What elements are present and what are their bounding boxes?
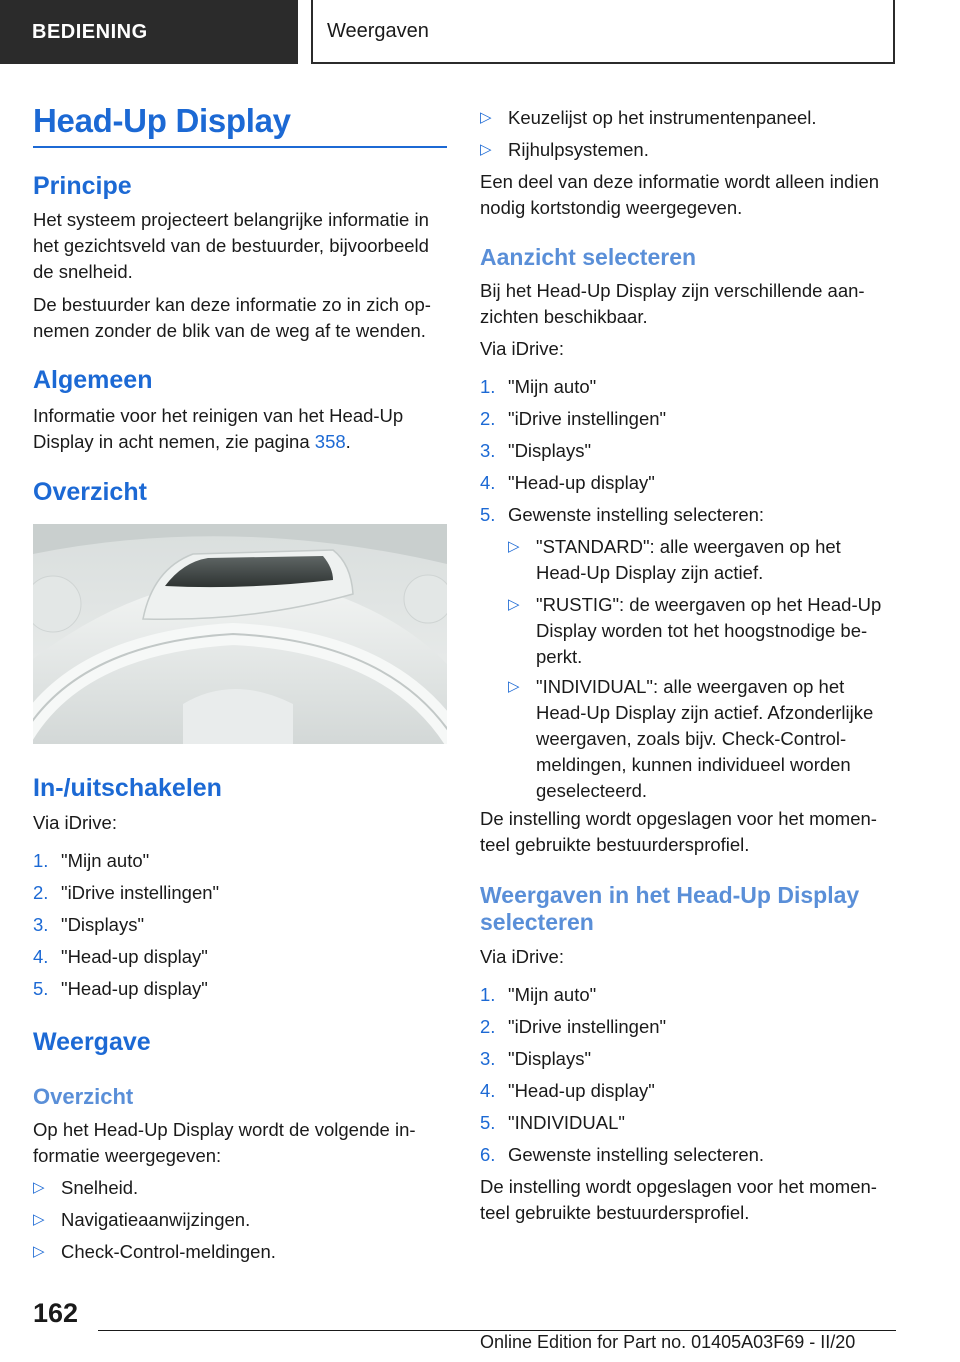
heading-overzicht: Overzicht [33, 478, 147, 506]
text-line: Head-Up Display zijn actief. Afzonderlijke [536, 702, 874, 723]
text-line: zichten beschikbaar. [480, 306, 648, 327]
text-line: "STANDARD": alle weergaven op het [536, 536, 841, 557]
text-line: Het systeem projecteert belangrijke informatie in [33, 209, 429, 230]
step-text: "Head-up display" [61, 978, 208, 999]
head-up-display-illustration [33, 524, 447, 744]
text-line: geselecteerd. [536, 780, 648, 801]
footer-edition-text: Online Edition for Part no. 01405A03F69 - II/20 [480, 1332, 856, 1352]
step-number: 2. [33, 882, 49, 903]
step-text: "INDIVIDUAL" [508, 1112, 625, 1133]
weergaven-hud-saved-note [480, 1174, 877, 1226]
heading-in-uitschakelen: In-/uitschakelen [33, 774, 222, 802]
option-text [536, 534, 896, 586]
text-line [33, 429, 403, 455]
step-text: "Mijn auto" [508, 376, 597, 397]
bullet-text: Check-Control-meldingen. [61, 1241, 276, 1262]
heading-principe: Principe [33, 172, 132, 200]
bullet-text: Snelheid. [61, 1177, 139, 1198]
text-line: het gezichtsveld van de bestuurder, bijvoorbeeld [33, 235, 429, 256]
step-number: 3. [480, 1048, 496, 1069]
heading-algemeen: Algemeen [33, 366, 153, 394]
page-reference-link[interactable]: 358 [314, 431, 346, 452]
step-number: 1. [33, 850, 49, 871]
step-number: 5. [480, 504, 496, 525]
weergave-intro [33, 1117, 416, 1169]
weergave-note [480, 169, 879, 221]
step-text: "Displays" [61, 914, 145, 935]
footer-rule [98, 1330, 896, 1331]
option-text [536, 674, 896, 804]
text-line: "RUSTIG": de weergaven op het Head-Up [536, 594, 882, 615]
bullet-triangle-icon: ▷ [33, 1211, 45, 1228]
text-line: De bestuurder kan deze informatie zo in zich op- [33, 294, 431, 315]
step-number: 4. [480, 1080, 496, 1101]
title-rule [33, 146, 447, 148]
text-span: Display in acht nemen, zie pagina [33, 431, 315, 452]
step-number: 6. [480, 1144, 496, 1165]
bullet-triangle-icon: ▷ [480, 141, 492, 158]
text-line: formatie weergegeven: [33, 1145, 222, 1166]
text-line: Display worden tot het hoogstnodige be- [536, 620, 868, 641]
text-line: meldingen, kunnen individueel worden [536, 754, 851, 775]
text-line: teel gebruikte bestuurdersprofiel. [480, 1202, 750, 1223]
bullet-text: Rijhulpsystemen. [508, 139, 649, 160]
bullet-triangle-icon: ▷ [508, 678, 520, 695]
step-text: Gewenste instelling selecteren. [508, 1144, 765, 1165]
step-text: "Displays" [508, 1048, 592, 1069]
text-line: Head-Up Display zijn actief. [536, 562, 764, 583]
step-text: "iDrive instellingen" [508, 408, 667, 429]
heading-line: Weergaven in het Head-Up Display [480, 882, 860, 908]
bullet-triangle-icon: ▷ [480, 109, 492, 126]
page-number: 162 [33, 1298, 79, 1328]
weergaven-hud-via: Via iDrive: [480, 946, 564, 967]
step-number: 3. [33, 914, 49, 935]
section-tab: BEDIENING [0, 0, 298, 64]
bullet-text: Keuzelijst op het instrumentenpaneel. [508, 107, 817, 128]
step-text: "Mijn auto" [508, 984, 597, 1005]
text-line: nemen zonder de blik van de weg af te wenden. [33, 320, 426, 341]
chapter-tab: Weergaven [311, 0, 895, 64]
text-line: nodig kortstondig weergegeven. [480, 197, 743, 218]
text-line: Bij het Head-Up Display zijn verschillende aan- [480, 280, 865, 301]
text-line: teel gebruikte bestuurdersprofiel. [480, 834, 750, 855]
step-text: "Head-up display" [61, 946, 208, 967]
step-text: "iDrive instellingen" [508, 1016, 667, 1037]
bullet-triangle-icon: ▷ [508, 596, 520, 613]
step-text: "Head-up display" [508, 472, 655, 493]
step-number: 2. [480, 408, 496, 429]
subheading-weergaven-hud-selecteren [480, 882, 859, 936]
bullet-triangle-icon: ▷ [33, 1179, 45, 1196]
step-text: "Displays" [508, 440, 592, 461]
algemeen-paragraph [33, 403, 403, 455]
bullet-text: Navigatieaanwijzingen. [61, 1209, 251, 1230]
step-text: Gewenste instelling selecteren: [508, 504, 765, 525]
subheading-overzicht: Overzicht [33, 1084, 134, 1109]
heading-line: selecteren [480, 909, 594, 935]
step-text: "iDrive instellingen" [61, 882, 220, 903]
page-title: Head-Up Display [33, 102, 291, 139]
text-line: Een deel van deze informatie wordt alleen indien [480, 171, 880, 192]
text-span: . [345, 431, 351, 452]
step-number: 5. [480, 1112, 496, 1133]
text-line: Informatie voor het reinigen van het Head-Up [33, 405, 404, 426]
principe-paragraph-2 [33, 292, 431, 344]
text-line: perkt. [536, 646, 583, 667]
step-number: 4. [33, 946, 49, 967]
hud-drawing [33, 524, 447, 744]
aanzicht-saved-note [480, 806, 877, 858]
aanzicht-intro [480, 278, 865, 330]
step-number: 1. [480, 984, 496, 1005]
text-line: Op het Head-Up Display wordt de volgende in- [33, 1119, 416, 1140]
step-number: 2. [480, 1016, 496, 1037]
uitschakelen-intro: Via iDrive: [33, 812, 117, 833]
heading-weergave: Weergave [33, 1028, 151, 1056]
option-text [536, 592, 896, 670]
step-text: "Mijn auto" [61, 850, 150, 871]
text-line: "INDIVIDUAL": alle weergaven op het [536, 676, 845, 697]
step-text: "Head-up display" [508, 1080, 655, 1101]
text-line: weergaven, zoals bijv. Check-Control- [536, 728, 847, 749]
step-number: 1. [480, 376, 496, 397]
bullet-triangle-icon: ▷ [33, 1243, 45, 1260]
step-number: 3. [480, 440, 496, 461]
bullet-triangle-icon: ▷ [508, 538, 520, 555]
step-number: 4. [480, 472, 496, 493]
aanzicht-via: Via iDrive: [480, 338, 564, 359]
principe-paragraph-1 [33, 207, 429, 285]
text-line: De instelling wordt opgeslagen voor het momen- [480, 808, 877, 829]
text-line: De instelling wordt opgeslagen voor het momen- [480, 1176, 877, 1197]
step-number: 5. [33, 978, 49, 999]
subheading-aanzicht-selecteren: Aanzicht selecteren [480, 244, 697, 270]
text-line: de snelheid. [33, 261, 133, 282]
